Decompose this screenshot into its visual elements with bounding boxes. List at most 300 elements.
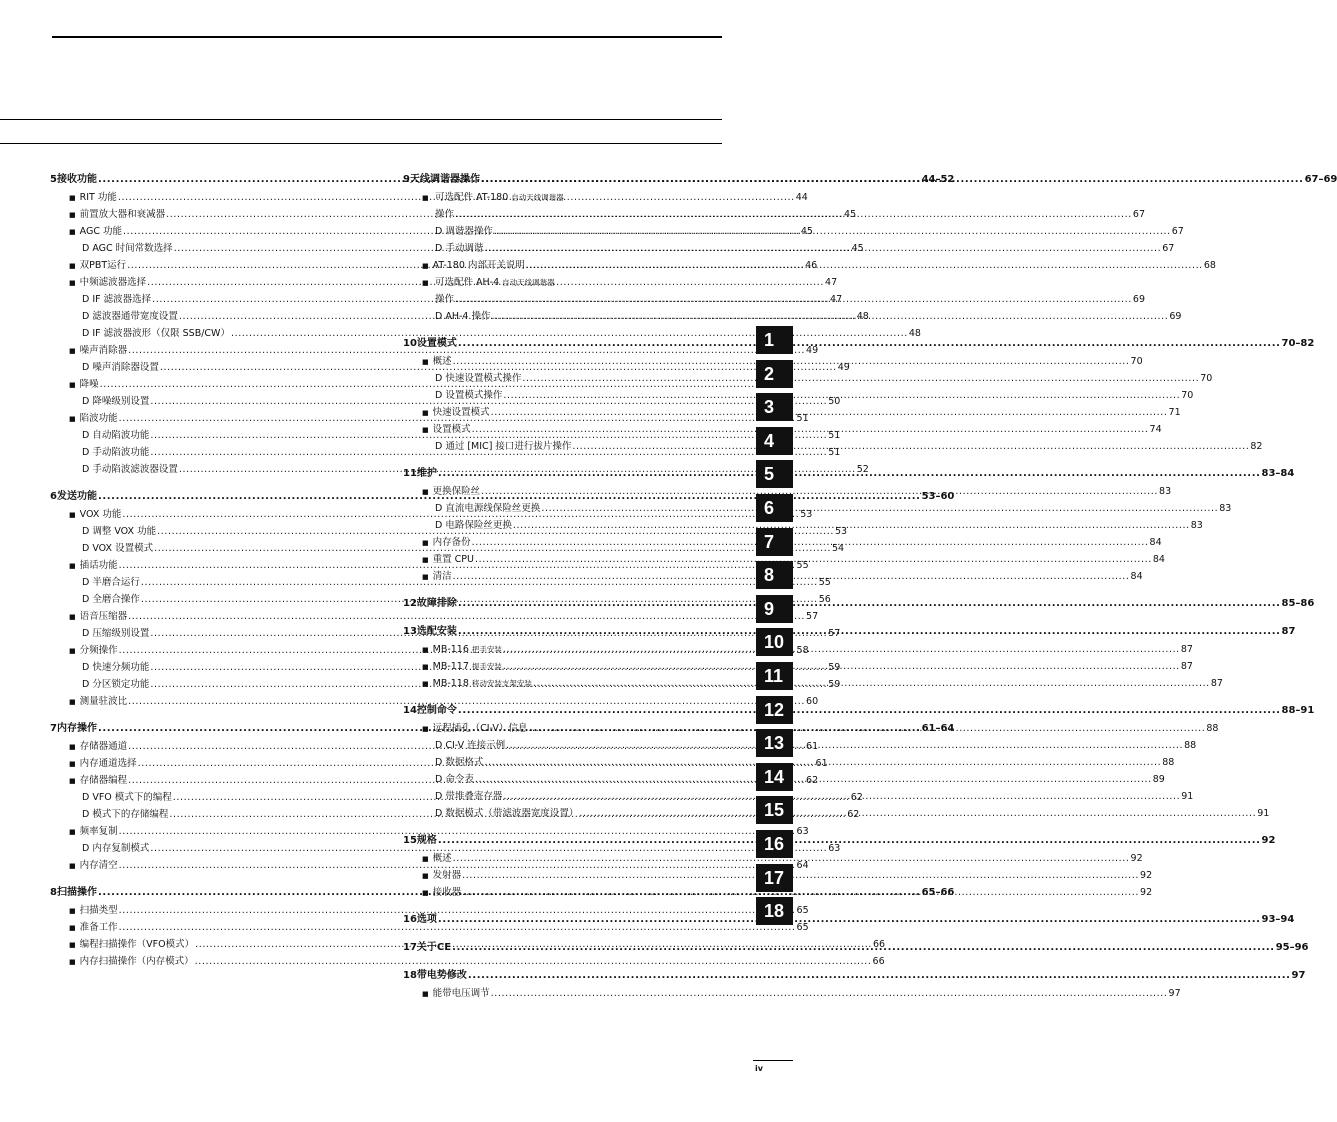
section-title: 规格 [416,835,437,846]
entry-page: 54 [831,543,845,554]
chapter-tab[interactable]: 15 [756,796,793,824]
leader-dots [458,701,1281,720]
entry-title: D 命令表 [435,774,474,785]
section-number: 7 [50,723,57,734]
entry-title: 快速设置模式 [432,407,490,418]
footer-rule [753,1060,793,1061]
chapter-tab[interactable]: 2 [756,360,793,388]
entry-title: D 内存复制模式 [82,843,150,854]
section-heading[interactable] [403,966,1306,985]
entry-title: D 压缩级别设置 [82,628,150,639]
toc-entry[interactable] [50,608,819,625]
entry-title: VOX 功能 [79,509,122,520]
entry-title: D VOX 设置模式 [82,543,154,554]
entry-title: 可选配件 AH-4 [435,277,500,288]
entry-title: D AGC 时间常数选择 [82,243,173,254]
entry-title: D 手动陷波滤波器设置 [82,464,178,475]
bullet-square-icon: ■ [69,958,76,966]
entry-page: 46 [805,260,818,271]
entry-title: 前置放大器和衰减器 [79,209,166,220]
leader-dots [438,464,1261,483]
entry-page: 62 [806,775,819,786]
section-page-range: 70–82 [1281,338,1315,349]
toc-entry[interactable] [50,376,372,393]
chapter-tabs [756,326,793,931]
entry-page: 61 [806,741,819,752]
page-number: iv [755,1064,763,1073]
entry-title: D 调整 VOX 功能 [82,526,157,537]
section-page-range: 92 [1261,835,1276,846]
toc-entry[interactable] [50,953,885,970]
section-number: 8 [50,887,57,898]
entry-page: 45 [851,243,864,254]
toc-entry[interactable] [403,274,723,291]
entry-page: 89 [1152,774,1165,785]
entry-page: 82 [1250,441,1263,452]
section-title: 选项 [416,914,437,925]
chapter-tab[interactable]: 4 [756,427,793,455]
bullet-square-icon: ■ [69,347,76,355]
leader-dots [533,675,1210,692]
leader-dots [475,551,1152,568]
entry-title: 操作 [435,209,455,220]
entry-page: 92 [1140,887,1153,898]
entry-title: 陷波功能 [79,413,118,424]
entry-page: 70 [1200,373,1213,384]
header-rule-1 [0,119,722,120]
bullet-square-icon: ■ [422,646,429,654]
bullet-square-icon: ■ [69,228,76,236]
section-page-range: 97 [1291,970,1306,981]
leader-dots [513,517,1190,534]
leader-dots [438,910,1261,929]
section-title: 选配安装 [416,626,457,637]
entry-title: 存储器编程 [79,775,128,786]
toc-entry[interactable] [403,985,1181,1002]
bullet-square-icon: ■ [69,698,76,706]
entry-page: 51 [828,447,841,458]
entry-title: 插话功能 [79,560,118,571]
entry-title: D 调谐器操作 [435,226,493,237]
entry-title: D AH-4 操作 [435,311,491,322]
entry-page: 63 [796,826,809,837]
chapter-tab[interactable]: 7 [756,528,793,556]
chapter-tab[interactable]: 18 [756,897,793,925]
section-number: 5 [50,174,57,185]
toc-section [403,966,1306,1002]
entry-title: D 降噪级别设置 [82,396,150,407]
entry-page: 66 [872,956,885,967]
entry-title: D 自动陷波功能 [82,430,150,441]
entry-page: 59 [828,662,841,673]
bullet-square-icon: ■ [69,907,76,915]
section-number: 17 [403,942,417,953]
section-title: 关于CE [416,942,452,953]
section-title: 带电势修改 [416,970,467,981]
leader-dots [462,867,1139,884]
toc-entry[interactable] [403,370,1213,387]
entry-title: D 分区锁定功能 [82,679,150,690]
leader-dots [472,421,1149,438]
bullet-square-icon: ■ [422,194,429,202]
entry-title: 中频滤波器选择 [79,277,147,288]
entry-title: D 直流电源线保险丝更换 [435,503,541,514]
entry-title: 噪声消除器 [79,345,128,356]
chapter-tab[interactable]: 13 [756,729,793,757]
bullet-square-icon: ■ [69,862,76,870]
bullet-square-icon: ■ [69,828,76,836]
entry-title: 可选配件 AT-180 [435,192,509,203]
section-title: 设置模式 [416,338,457,349]
entry-title: 接收器 [432,887,462,898]
entry-title: D 数据格式 [435,757,484,768]
entry-page: 84 [1152,554,1165,565]
entry-title: D 手动调谐 [435,243,484,254]
entry-title: 发射器 [432,870,462,881]
chapter-tab[interactable]: 14 [756,763,793,791]
bullet-square-icon: ■ [422,872,429,880]
section-page-range: 61–64 [921,723,955,734]
entry-page: 62 [847,809,860,820]
bullet-square-icon: ■ [69,941,76,949]
entry-page: 92 [1140,870,1153,881]
section-page-range: 88–91 [1281,705,1315,716]
entry-title: 概述 [432,356,452,367]
entry-page: 49 [806,345,819,356]
entry-title: D IF 滤波器选择 [82,294,152,305]
entry-page: 92 [1130,853,1143,864]
bullet-square-icon: ■ [69,760,76,768]
entry-title: 双PBT运行 [79,260,127,271]
bullet-square-icon: ■ [422,262,429,270]
entry-page: 50 [828,396,841,407]
bullet-square-icon: ■ [69,924,76,932]
entry-page: 88 [1184,740,1197,751]
chapter-tab[interactable]: 1 [756,326,793,354]
chapter-tab[interactable]: 8 [756,561,793,589]
entry-page: 70 [1181,390,1194,401]
entry-title: 重置 CPU [432,554,474,565]
entry-title: 编程扫描操作（VFO模式） [79,939,195,950]
bullet-square-icon: ■ [422,855,429,863]
entry-title: 降噪 [79,379,99,390]
entry-page: 91 [1257,808,1270,819]
entry-subtitle: 自动天线调谐器 [502,278,555,287]
entry-page: 71 [1168,407,1181,418]
chapter-tab[interactable]: 5 [756,460,793,488]
leader-dots [522,370,1199,387]
entry-title: D 模式下的存储编程 [82,809,169,820]
entry-title: MB-118 [432,678,469,689]
entry-page: 58 [796,645,809,656]
chapter-tab[interactable]: 3 [756,393,793,421]
entry-page: 52 [856,464,869,475]
chapter-tab[interactable]: 17 [756,864,793,892]
entry-title: 测量驻波比 [79,696,128,707]
entry-page: 74 [1149,424,1162,435]
bullet-square-icon: ■ [422,539,429,547]
entry-page: 55 [796,560,809,571]
bullet-square-icon: ■ [422,426,429,434]
toc-entry[interactable] [50,325,921,342]
leader-dots [481,170,1304,189]
entry-page: 91 [1181,791,1194,802]
entry-title: 内存备份 [432,537,471,548]
entry-page: 69 [1169,311,1182,322]
entry-page: 87 [1180,644,1193,655]
leader-dots [458,334,1281,353]
entry-title: D 通过 [MIC] 接口进行拔片操作 [435,441,572,452]
section-page-range: 44–52 [921,174,955,185]
entry-title: D 手动陷波功能 [82,447,150,458]
section-page-range: 87 [1281,626,1296,637]
entry-title: 清洁 [432,571,452,582]
leader-dots [491,308,1168,325]
entry-title: 操作 [435,294,455,305]
entry-title: D 快速设置模式操作 [435,373,522,384]
bullet-square-icon: ■ [69,381,76,389]
leader-dots [541,500,1218,517]
toc-entry[interactable] [403,189,723,206]
leader-dots [452,938,1275,957]
entry-title: 频率复制 [79,826,118,837]
entry-page: 51 [828,430,841,441]
section-page-range: 95–96 [1275,942,1309,953]
leader-dots [458,622,1281,641]
section-title: 发送功能 [56,491,97,502]
leader-dots [484,754,1161,771]
entry-title: D 数据模式（带滤波器宽度设置） [435,808,579,819]
bullet-square-icon: ■ [69,777,76,785]
entry-page: 53 [835,526,848,537]
entry-page: 87 [1180,661,1193,672]
bullet-square-icon: ■ [422,663,429,671]
section-page-range: 85–86 [1281,598,1315,609]
entry-page: 44 [795,192,808,203]
bullet-square-icon: ■ [422,725,429,733]
section-number: 12 [403,598,417,609]
chapter-tab[interactable]: 10 [756,628,793,656]
entry-page: 48 [908,328,921,339]
entry-page: 65 [796,922,809,933]
leader-dots [503,641,1180,658]
entry-page: 87 [1210,678,1223,689]
entry-page: 67 [1171,226,1184,237]
bullet-square-icon: ■ [69,211,76,219]
entry-title: 存储器通道 [79,741,128,752]
entry-page: 68 [1203,260,1216,271]
section-page-range: 93–94 [1261,914,1295,925]
entry-page: 67 [1132,209,1146,220]
bullet-square-icon: ■ [69,511,76,519]
entry-page: 53 [800,509,813,520]
entry-page: 49 [837,362,850,373]
entry-title: D VFO 模式下的编程 [82,792,172,803]
entry-title: 更换保险丝 [432,486,481,497]
leader-dots [503,788,1180,805]
entry-page: 63 [828,843,841,854]
bullet-square-icon: ■ [69,279,76,287]
chapter-tab[interactable]: 6 [756,494,793,522]
leader-dots [455,291,1132,308]
section-number: 10 [403,338,417,349]
section-title: 维护 [416,468,437,479]
entry-page: 70 [1130,356,1143,367]
entry-page: 45 [800,226,813,237]
entry-title: 能带电压调节 [432,988,490,999]
entry-title: MB-116 [432,644,469,655]
bullet-square-icon: ■ [69,613,76,621]
section-page-range: 53–60 [921,491,955,502]
bullet-square-icon: ■ [422,409,429,417]
leader-dots [494,223,1171,240]
entry-title: 内存扫描操作（内存模式） [79,956,194,967]
section-number: 9 [403,174,410,185]
chapter-tab[interactable]: 12 [756,696,793,724]
leader-dots [438,831,1261,850]
entry-title: D 设置模式操作 [435,390,503,401]
entry-title: 分频操作 [79,645,118,656]
entry-page: 45 [844,209,857,220]
leader-dots [579,805,1256,822]
section-number: 14 [403,705,417,716]
leader-dots [484,240,1161,257]
entry-page: 83 [1190,520,1203,531]
entry-title: D 半磨合运行 [82,577,140,588]
leader-dots [468,966,1291,985]
section-title: 内存操作 [56,723,97,734]
bullet-square-icon: ■ [69,647,76,655]
entry-title: 远程插孔（CI-V）信息 [432,723,528,734]
entry-page: 65 [796,905,809,916]
bullet-square-icon: ■ [69,262,76,270]
entry-title: D 全磨合操作 [82,594,140,605]
leader-dots [572,438,1249,455]
entry-page: 47 [830,294,843,305]
bullet-square-icon: ■ [422,488,429,496]
entry-page: 62 [850,792,863,803]
entry-page: 55 [818,577,831,588]
section-page-range: 67–69 [1304,174,1337,185]
entry-title: D IF 滤波器波形（仅限 SSB/CW） [82,328,230,339]
entry-title: AGC 功能 [79,226,122,237]
leader-dots [458,594,1281,613]
entry-title: D 带堆叠寄存器 [435,791,503,802]
entry-page: 83 [1219,503,1232,514]
entry-title: 扫描类型 [79,905,118,916]
leader-dots [462,884,1139,901]
entry-page: 48 [856,311,869,322]
entry-page: 57 [806,611,819,622]
toc-entry[interactable] [50,823,809,840]
bullet-square-icon: ■ [69,743,76,751]
section-title: 接收功能 [56,174,97,185]
section-number: 16 [403,914,417,925]
leader-dots [506,737,1183,754]
entry-page: 83 [1159,486,1172,497]
entry-page: 69 [1132,294,1146,305]
entry-page: 97 [1168,988,1181,999]
entry-title: MB-117 [432,661,469,672]
entry-page: 59 [828,679,841,690]
chapter-tab[interactable]: 16 [756,830,793,858]
section-number: 15 [403,835,417,846]
entry-title: D 电路保险丝更换 [435,520,512,531]
entry-page: 56 [818,594,831,605]
entry-page: 84 [1130,571,1143,582]
entry-title: 准备工作 [79,922,118,933]
entry-page: 67 [1162,243,1175,254]
entry-title: AT-180 内部开关说明 [432,260,525,271]
section-page-range: 65–66 [921,887,955,898]
entry-page: 57 [828,628,841,639]
leader-dots [475,771,1152,788]
entry-page: 64 [796,860,809,871]
leader-dots [503,658,1180,675]
bullet-square-icon: ■ [69,415,76,423]
entry-title: D 滤波器通带宽度设置 [82,311,178,322]
entry-title: 语音压缩器 [79,611,128,622]
leader-dots [455,206,1132,223]
entry-subtitle: 自动天线调谐器 [511,193,564,202]
bullet-square-icon: ■ [422,889,429,897]
leader-dots [472,534,1149,551]
bullet-square-icon: ■ [422,358,429,366]
entry-page: 88 [1206,723,1219,734]
entry-page: 88 [1162,757,1175,768]
section-title: 天线调谐器操作 [409,174,480,185]
entry-page: 84 [1149,537,1162,548]
chapter-tab[interactable]: 11 [756,662,793,690]
entry-page: 51 [796,413,809,424]
bullet-square-icon: ■ [69,562,76,570]
section-title: 故障排除 [416,598,457,609]
entry-title: D CI-V 连接示例 [435,740,506,751]
entry-title: D 快速分频功能 [82,662,150,673]
bullet-square-icon: ■ [422,680,429,688]
leader-dots [481,483,1158,500]
entry-title: 内存通道选择 [79,758,137,769]
section-title: 控制命令 [416,705,457,716]
entry-subtitle: 把手安装 [471,645,502,654]
section-number: 18 [403,970,417,981]
leader-dots [526,257,1203,274]
entry-page: 66 [872,939,886,950]
leader-dots [491,404,1168,421]
entry-subtitle: 提手安装 [471,662,502,671]
section-title: 扫描操作 [56,887,97,898]
section-number: 11 [403,468,417,479]
entry-title: D 噪声消除器设置 [82,362,159,373]
entry-page: 61 [815,758,828,769]
entry-page: 47 [825,277,838,288]
section-page-range: 83–84 [1261,468,1295,479]
section-number: 6 [50,491,57,502]
entry-title: 概述 [432,853,452,864]
section-number: 13 [403,626,417,637]
entry-subtitle: 移动安装支架安装 [471,679,532,688]
leader-dots [528,720,1205,737]
header-rule-2 [0,143,722,144]
bullet-square-icon: ■ [422,573,429,581]
top-rule [52,36,722,38]
entry-title: 内存清空 [79,860,118,871]
entry-page: 60 [806,696,819,707]
leader-dots [503,387,1180,404]
bullet-square-icon: ■ [422,990,429,998]
chapter-tab[interactable]: 9 [756,595,793,623]
leader-dots [491,985,1168,1002]
